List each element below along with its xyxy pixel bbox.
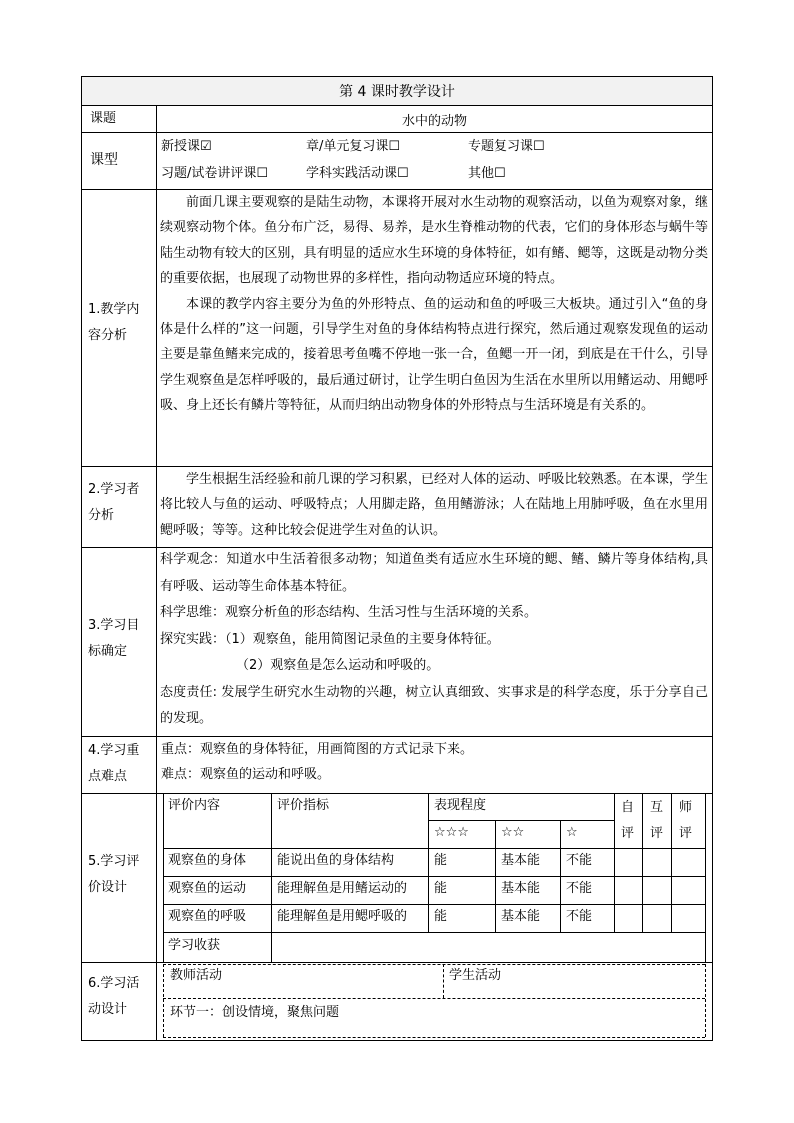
eval-header-indicator: 评价指标: [277, 798, 330, 813]
eval-row-content: 观察鱼的呼吸: [168, 909, 247, 924]
eval-header-teacher: 师评: [679, 800, 693, 841]
eval-header-peer: 互评: [650, 800, 664, 841]
topic-value: 水中的动物: [401, 113, 467, 129]
eval-row-indicator: 能理解鱼是用鳍运动的: [277, 881, 408, 896]
eval-row-level-not: 不能: [566, 853, 593, 868]
eval-row-level-basic: 基本能: [501, 853, 541, 868]
activity-step-1: 环节一：创设情境，聚焦问题: [170, 1005, 340, 1020]
student-activity-header: 学生活动: [449, 968, 502, 983]
eval-row-content: 观察鱼的身体: [168, 853, 247, 868]
section3-content: [160, 547, 708, 733]
goal-practice-1: 探究实践：（1）观察鱼，能用简图记录鱼的主要身体特征。: [160, 631, 500, 647]
section2-label: 2.学习者分析: [88, 482, 140, 523]
topic-label: 课题: [90, 111, 117, 126]
section1-label: 1.教学内容分析: [88, 302, 140, 343]
eval-header-content: 评价内容: [168, 798, 221, 813]
eval-row-level-good: 能: [434, 909, 448, 924]
stars-2: ☆☆: [501, 825, 525, 840]
lesson-type-practice: 学科实践活动课☐: [306, 166, 409, 181]
lesson-type-unit-review: 章/单元复习课☐: [306, 139, 401, 154]
eval-row-indicator: 能说出鱼的身体结构: [277, 853, 395, 868]
lesson-type-topic-review: 专题复习课☐: [468, 139, 545, 154]
section5-label: 5.学习评价设计: [88, 854, 140, 895]
eval-row-level-not: 不能: [566, 881, 593, 896]
section1-paragraph: 前面几课主要观察的是陆生动物，本课将开展对水生动物的观察活动，以鱼为观察对象，继续观察动物个体。鱼分布广泛，易得、易养，是水生脊椎动物的代表，它们的身体形态与蜗牛等陆生动物有较大的区别，具有明显的适应水生环境的身体特征，如有鳍、鳃等，这既是动物分类的重要依据，也展现了动物世界的多样性，指向动物适应环境的特点。: [160, 195, 708, 287]
section3-label: 3.学习目标确定: [88, 618, 140, 659]
teacher-activity-header: 教师活动: [170, 968, 223, 983]
stars-3: ☆☆☆: [434, 825, 469, 840]
page-title: 第 4 课时教学设计: [339, 84, 455, 100]
eval-row-indicator: 能理解鱼是用鳃呼吸的: [277, 909, 408, 924]
section4-label: 4.学习重点难点: [88, 743, 140, 784]
goal-attitude: 态度责任: 发展学生研究水生动物的兴趣，树立认真细致、实事求是的科学态度，乐于分享自己的发现。: [160, 684, 708, 726]
lesson-type-exam-review: 习题/试卷讲评课☐: [161, 166, 269, 181]
goal-practice-2: （2）观察鱼是怎么运动和呼吸的。: [236, 658, 440, 673]
eval-row-content: 观察鱼的运动: [168, 881, 247, 896]
eval-header-self: 自评: [621, 800, 635, 841]
eval-row-level-basic: 基本能: [501, 881, 541, 896]
lesson-type-new: 新授课☑: [161, 139, 212, 154]
eval-row-level-not: 不能: [566, 909, 593, 924]
section6-label: 6.学习活动设计: [88, 976, 140, 1017]
key-point: 重点：观察鱼的身体特征，用画简图的方式记录下来。: [161, 742, 474, 757]
eval-row-level-good: 能: [434, 881, 448, 896]
eval-header-performance: 表现程度: [434, 798, 487, 813]
difficult-point: 难点：观察鱼的运动和呼吸。: [161, 767, 331, 782]
learning-harvest: 学习收获: [168, 938, 221, 953]
section1-content: [160, 190, 708, 419]
goal-thinking: 科学思维：观察分析鱼的形态结构、生活习性与生活环境的关系。: [160, 605, 538, 620]
stars-1: ☆: [566, 825, 578, 840]
lesson-type-label: 课型: [90, 152, 118, 168]
lesson-type-other: 其他☐: [468, 166, 506, 181]
section1-paragraph: 本课的教学内容主要分为鱼的外形特点、鱼的运动和鱼的呼吸三大板块。通过引入“鱼的身体是什么样的”这一问题，引导学生对鱼的身体结构特点进行探究，然后通过观察发现鱼的运动主要是靠鱼鳍来完成的，接着思考鱼嘴不停地一张一合，鱼鳃一开一闭，到底是在干什么，引导学生观察鱼是怎样呼吸的，最后通过研讨，让学生明白鱼因为生活在水里所以用鳍运动、用鳃呼吸、身上还长有鳞片等特征，从而归纳出动物身体的外形特点与生活环境是有关系的。: [160, 296, 708, 414]
eval-row-level-basic: 基本能: [501, 909, 541, 924]
eval-row-level-good: 能: [434, 853, 448, 868]
section2-paragraph: 学生根据生活经验和前几课的学习积累，已经对人体的运动、呼吸比较熟悉。在本课，学生将比较人与鱼的运动、呼吸特点；人用脚走路，鱼用鳍游泳；人在陆地上用肺呼吸，鱼在水里用鳃呼吸；等等。这种比较会促进学生对鱼的认识。: [160, 472, 708, 538]
goal-concept: 科学观念：知道水中生活着很多动物；知道鱼类有适应水生环境的鳃、鳍、鳞片等身体结构,具有呼吸、运动等生命体基本特征。: [160, 552, 708, 594]
section2-content: [160, 467, 708, 543]
